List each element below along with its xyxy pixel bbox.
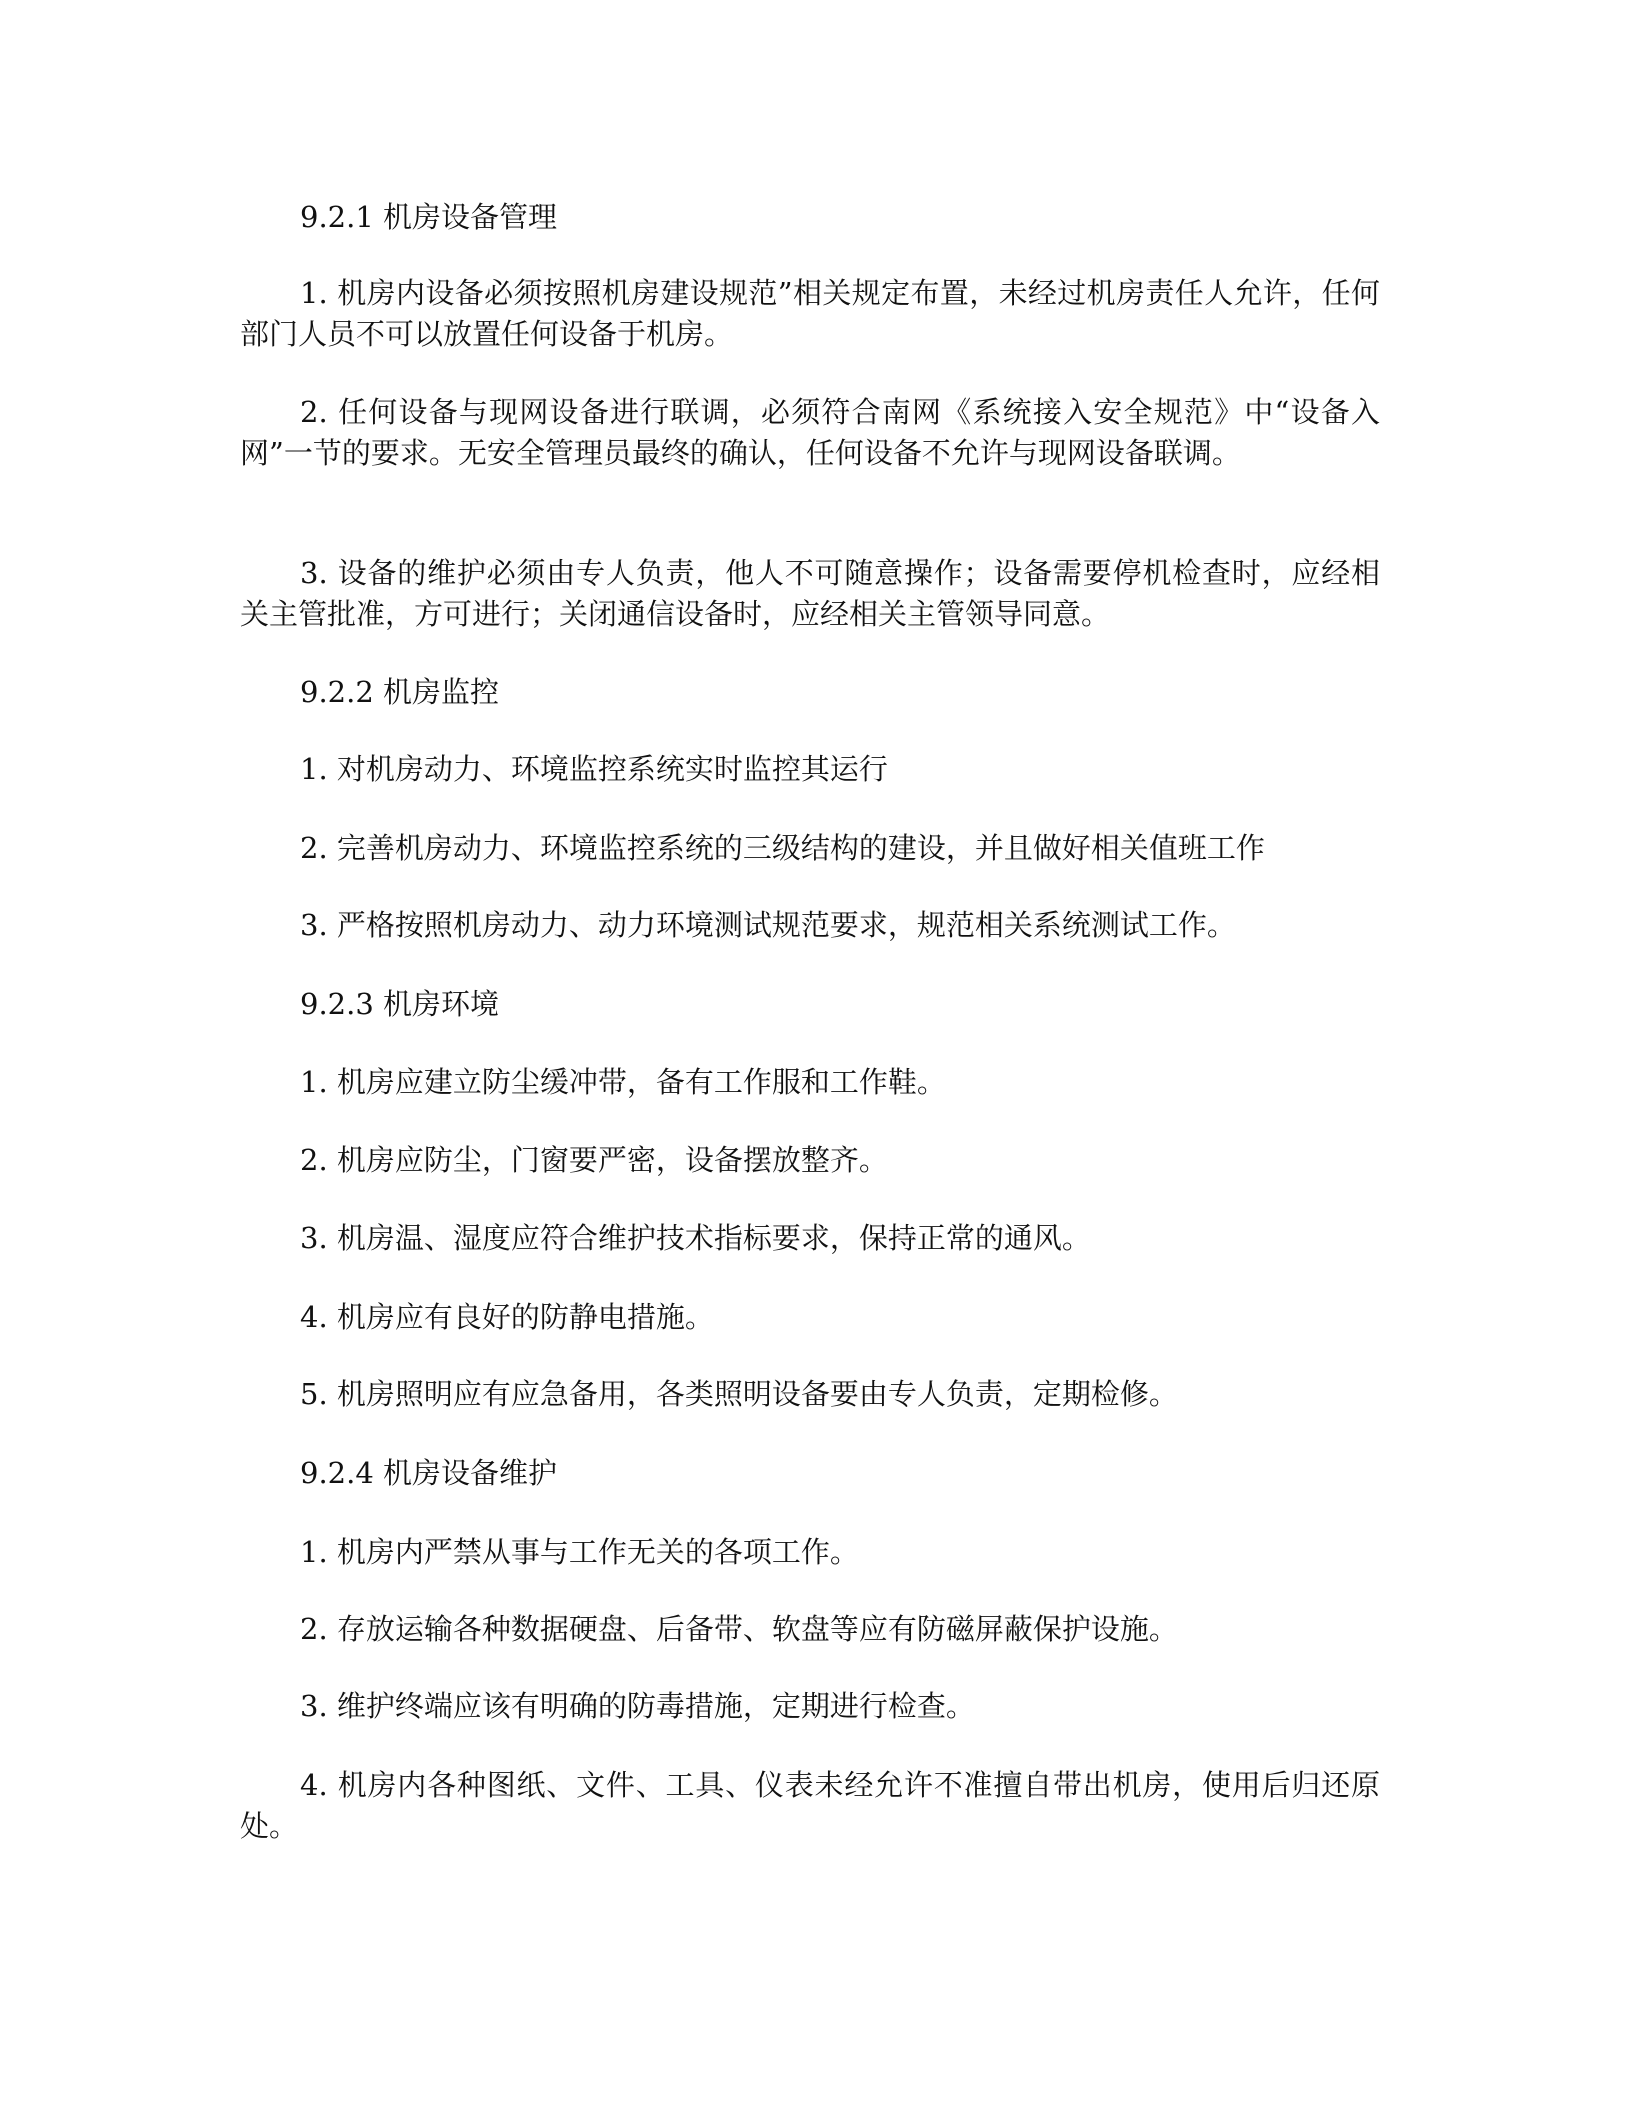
list-item: 2. 机房应防尘，门窗要严密，设备摆放整齐。 [300, 1143, 888, 1177]
section-heading: 9.2.4 机房设备维护 [300, 1456, 558, 1490]
list-item: 1. 机房内设备必须按照机房建设规范”相关规定布置，未经过机房责任人允许，任何部门人员不可以放置任何设备于机房。 [240, 276, 1380, 351]
list-item: 3. 设备的维护必须由专人负责，他人不可随意操作；设备需要停机检查时，应经相关主管批准，方可进行；关闭通信设备时，应经相关主管领导同意。 [240, 556, 1380, 631]
list-item: 1. 对机房动力、环境监控系统实时监控其运行 [300, 752, 888, 786]
section-heading: 9.2.3 机房环境 [300, 987, 500, 1021]
list-item: 3. 维护终端应该有明确的防毒措施，定期进行检查。 [300, 1689, 975, 1723]
list-item: 4. 机房内各种图纸、文件、工具、仪表未经允许不准擅自带出机房，使用后归还原处。 [240, 1768, 1380, 1843]
section-heading: 9.2.2 机房监控 [300, 675, 500, 709]
section-heading: 9.2.1 机房设备管理 [300, 200, 558, 234]
list-item: 1. 机房应建立防尘缓冲带，备有工作服和工作鞋。 [300, 1065, 946, 1099]
list-item: 5. 机房照明应有应急备用，各类照明设备要由专人负责，定期检修。 [300, 1377, 1178, 1411]
list-item: 2. 任何设备与现网设备进行联调，必须符合南网《系统接入安全规范》中“设备入网”一节的要求。无安全管理员最终的确认，任何设备不允许与现网设备联调。 [240, 395, 1380, 470]
list-item: 1. 机房内严禁从事与工作无关的各项工作。 [300, 1535, 859, 1569]
list-item: 4. 机房应有良好的防静电措施。 [300, 1300, 714, 1334]
list-item: 3. 严格按照机房动力、动力环境测试规范要求，规范相关系统测试工作。 [300, 908, 1236, 942]
list-item: 2. 存放运输各种数据硬盘、后备带、软盘等应有防磁屏蔽保护设施。 [300, 1612, 1178, 1646]
list-item: 3. 机房温、湿度应符合维护技术指标要求，保持正常的通风。 [300, 1221, 1091, 1255]
list-item: 2. 完善机房动力、环境监控系统的三级结构的建设，并且做好相关值班工作 [300, 831, 1265, 865]
